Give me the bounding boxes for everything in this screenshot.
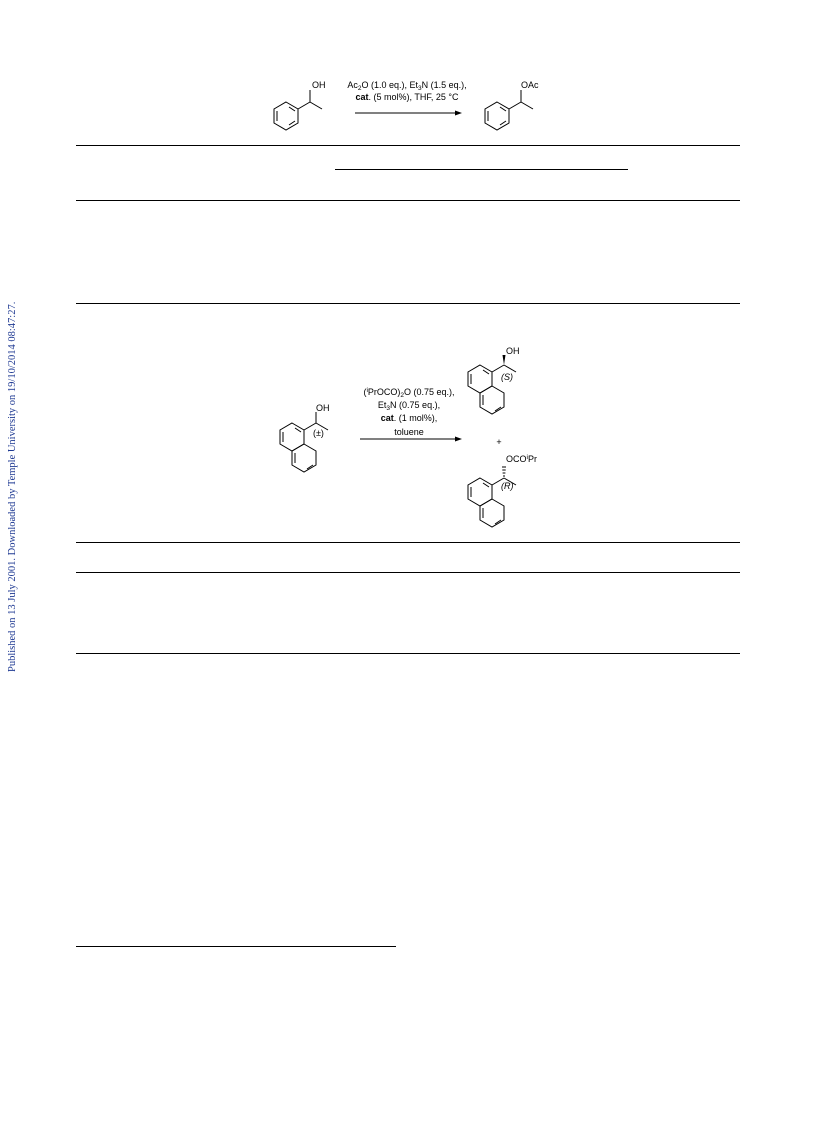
footnote-separator xyxy=(76,946,396,947)
product2-ester-label: OCO$^i$Pr xyxy=(506,454,537,464)
plus-sign: + xyxy=(496,437,502,447)
scheme2-conditions-line2: $Et_3N$ (0.75 eq.), xyxy=(377,400,441,412)
reactant-oh-label: OH xyxy=(312,80,326,90)
reactant-racemic-label: (±) xyxy=(313,428,324,438)
reaction-arrow-2 xyxy=(360,437,462,442)
scheme2-conditions-line4: toluene xyxy=(394,427,424,437)
table2-bottom-rule xyxy=(76,653,740,654)
scheme2-conditions-line3: cat. (1 mol%), xyxy=(380,413,438,423)
product-oac-label: OAc xyxy=(521,80,539,90)
watermark-text: Published on 13 July 2001. Downloaded by Temple University on 19/10/2014 08:47:27. xyxy=(7,301,18,672)
table2-top-rule xyxy=(76,542,740,543)
product1-wedge-bond xyxy=(503,355,506,365)
reactant-oh-label-2: OH xyxy=(316,403,330,413)
scheme2-conditions-line1: $(^iPrOCO)_2O$ (0.75 eq.), xyxy=(363,387,455,399)
scheme-2 xyxy=(0,0,816,560)
product1-stereo-label: (S) xyxy=(501,372,513,382)
scheme1-conditions-line2: cat. (5 mol%), THF, 25 °C xyxy=(355,92,459,102)
table2-header-rule xyxy=(76,572,740,573)
product1-oh-label: OH xyxy=(506,346,520,356)
scheme1-conditions-line1: $Ac_2O$ (1.0 eq.), $Et_3N$ (1.5 eq.), xyxy=(347,80,467,92)
reactant-naphthyl xyxy=(280,412,328,472)
product2-hashed-bond xyxy=(502,467,506,476)
product2-stereo-label: (R) xyxy=(501,481,514,491)
